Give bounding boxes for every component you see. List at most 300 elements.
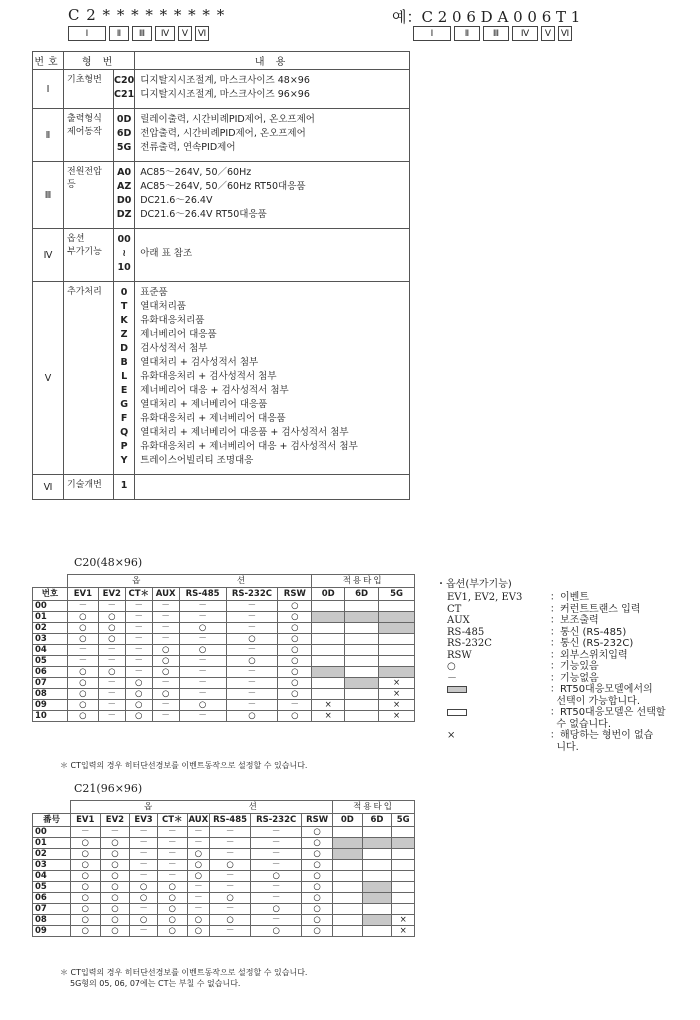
table-cell: ×	[379, 689, 415, 700]
code-value: 00	[117, 234, 131, 245]
c21-header-cell: RS-232C	[251, 814, 302, 827]
legend-key: ×	[447, 730, 456, 741]
table-cell: ○	[210, 893, 251, 904]
c21-header-cell: 0D	[332, 814, 362, 827]
table-cell: －	[67, 601, 98, 612]
shaded-cell	[379, 623, 415, 634]
table-row	[33, 601, 415, 612]
row-number: 10	[33, 711, 68, 722]
table-row	[33, 838, 415, 849]
table-cell: －	[157, 849, 187, 860]
table-cell: ○	[187, 849, 210, 860]
code-value: D0	[116, 195, 132, 206]
table-cell: －	[152, 700, 179, 711]
table-cell	[345, 623, 379, 634]
c21-note-1: ＊ CT입력의 경우 히터단선경보를 이벤트동작으로 설정할 수 있습니다.	[60, 968, 308, 977]
code-value: P	[120, 441, 128, 452]
table-cell: ○	[67, 711, 98, 722]
code-value: L	[121, 371, 128, 382]
table-cell: ○	[125, 678, 152, 689]
table-cell: ○	[179, 645, 226, 656]
table-cell: ○	[157, 893, 187, 904]
table-cell: －	[70, 827, 100, 838]
table-cell: ○	[67, 667, 98, 678]
legend-item	[436, 661, 666, 673]
legend-item	[436, 684, 666, 707]
c20-type-group: 적용타입	[312, 575, 415, 588]
c21-header-cell: 番号	[33, 814, 71, 827]
row-number: 02	[33, 849, 71, 860]
row-name: 출력형식 제어동작	[64, 109, 114, 162]
table-row	[33, 689, 415, 700]
desc-value: 전압출력, 시간비례PID제어, 온오프제어	[140, 128, 306, 139]
table-cell	[379, 634, 415, 645]
row-number: 07	[33, 904, 71, 915]
table-cell: ○	[278, 667, 312, 678]
table-cell: －	[226, 667, 278, 678]
empty-box-icon	[447, 709, 467, 716]
legend-value: ：통신 (RS-485)	[550, 626, 627, 638]
legend-item	[436, 604, 666, 616]
table-cell: ○	[125, 700, 152, 711]
desc-value: 디지탈지시조절계, 마스크사이즈 96×96	[140, 89, 310, 100]
table-cell	[332, 882, 362, 893]
desc-value: 유화대응처리품	[140, 315, 205, 326]
legend-key: RSW	[447, 649, 472, 661]
table-cell: －	[179, 601, 226, 612]
row-number: 04	[33, 645, 68, 656]
row-number: 09	[33, 700, 68, 711]
code-value: E	[120, 385, 128, 396]
row-number: 07	[33, 678, 68, 689]
table-cell: ○	[125, 689, 152, 700]
table-cell: －	[210, 926, 251, 937]
table-cell: ○	[70, 838, 100, 849]
table-cell: －	[210, 904, 251, 915]
table-cell: ○	[70, 915, 100, 926]
code-value: C20	[114, 75, 135, 86]
table-cell	[312, 623, 345, 634]
table-cell: －	[125, 645, 152, 656]
c21-title: C21(96×96)	[74, 782, 143, 795]
table-cell: ×	[379, 678, 415, 689]
table-cell: ○	[179, 623, 226, 634]
c20-header-cell: AUX	[152, 588, 179, 601]
header-no: 번호	[33, 52, 64, 70]
legend-value: ：커런트트랜스 입력	[550, 603, 641, 615]
shaded-cell	[332, 838, 362, 849]
c20-header-cell: 6D	[345, 588, 379, 601]
table-cell: －	[226, 645, 278, 656]
table-cell: －	[251, 838, 302, 849]
code-value: K	[120, 315, 128, 326]
desc-value: DC21.6～26.4V RT50대응품	[140, 209, 267, 220]
main-table-row	[33, 162, 410, 229]
model-code-table	[32, 51, 410, 500]
group-box: Ⅵ	[195, 26, 209, 41]
table-cell: ○	[100, 926, 130, 937]
table-cell: －	[179, 711, 226, 722]
table-cell: －	[98, 689, 125, 700]
desc-value: 유화대응처리 + 제너베리어 대응 + 검사성적서 첨부	[140, 441, 358, 452]
shaded-box-icon	[447, 686, 467, 693]
table-cell	[332, 860, 362, 871]
desc-value: AC85～264V, 50／60Hz RT50대응품	[140, 181, 306, 192]
c21-header-cell: RSW	[302, 814, 333, 827]
c20-header-cell: EV2	[98, 588, 125, 601]
table-cell: ○	[187, 871, 210, 882]
c20-header-cell: EV1	[67, 588, 98, 601]
table-cell: －	[251, 882, 302, 893]
table-cell: ○	[251, 871, 302, 882]
table-cell: ×	[379, 711, 415, 722]
c21-header-cell: EV1	[70, 814, 100, 827]
legend-value: ：기능있음	[550, 661, 599, 672]
legend-item	[436, 615, 666, 627]
c20-title: C20(48×96)	[74, 556, 143, 569]
desc-value: 제너베리어 대응 + 검사성적서 첨부	[140, 385, 289, 396]
table-cell	[345, 667, 379, 678]
desc-value: 표준품	[140, 287, 168, 298]
row-number: 05	[33, 882, 71, 893]
group-box: Ⅲ	[483, 26, 509, 41]
table-cell	[345, 601, 379, 612]
table-cell: ○	[100, 871, 130, 882]
table-cell: －	[152, 623, 179, 634]
table-cell	[332, 871, 362, 882]
row-number: 01	[33, 612, 68, 623]
row-number: 00	[33, 827, 71, 838]
table-row	[33, 926, 415, 937]
table-cell: ×	[392, 915, 415, 926]
blank-cell	[33, 801, 71, 814]
table-row	[33, 678, 415, 689]
code-value: 0D	[116, 114, 132, 125]
c20-header-cell: CT＊	[125, 588, 152, 601]
legend-value: ：보조출력	[550, 615, 599, 626]
shaded-cell	[312, 612, 345, 623]
table-cell	[379, 601, 415, 612]
table-cell: ○	[278, 678, 312, 689]
legend-item	[436, 627, 666, 639]
code-value: Y	[120, 455, 128, 466]
table-cell: －	[130, 904, 158, 915]
table-cell: ○	[302, 860, 333, 871]
shaded-cell	[379, 667, 415, 678]
table-row	[33, 893, 415, 904]
code-value: 6D	[116, 128, 132, 139]
shaded-cell	[362, 915, 392, 926]
table-cell: ×	[379, 700, 415, 711]
c21-header-cell: 6D	[362, 814, 392, 827]
table-cell: ○	[130, 893, 158, 904]
table-cell	[392, 882, 415, 893]
table-cell	[312, 656, 345, 667]
table-cell	[362, 849, 392, 860]
table-cell: ○	[152, 667, 179, 678]
code-value: F	[120, 413, 128, 424]
table-cell: －	[179, 667, 226, 678]
table-cell: ○	[130, 882, 158, 893]
group-box: Ⅴ	[178, 26, 192, 41]
table-row	[33, 711, 415, 722]
table-cell: ○	[98, 612, 125, 623]
shaded-cell	[362, 882, 392, 893]
legend-key: －	[447, 672, 457, 684]
group-box: Ⅱ	[109, 26, 129, 41]
table-row	[33, 700, 415, 711]
table-cell: ○	[67, 678, 98, 689]
c21-header-cell: AUX	[188, 815, 209, 825]
table-row	[33, 612, 415, 623]
desc-value: 열대처리품	[140, 301, 187, 312]
code-value: 0	[120, 287, 128, 298]
legend-value: ：통신 (RS-232C)	[550, 638, 634, 649]
table-cell	[362, 827, 392, 838]
shaded-cell	[345, 678, 379, 689]
table-cell: －	[98, 711, 125, 722]
table-cell: －	[187, 893, 210, 904]
header-code: 형 번	[64, 52, 135, 70]
table-cell: ○	[98, 667, 125, 678]
table-cell: ○	[302, 915, 333, 926]
legend-value: ：기능없음	[550, 672, 599, 684]
desc-value: 아래 표 참조	[140, 248, 193, 259]
code-value: DZ	[116, 209, 132, 220]
table-cell: ○	[302, 882, 333, 893]
code-value: 5G	[116, 142, 132, 153]
table-cell: －	[210, 849, 251, 860]
table-row	[33, 871, 415, 882]
example-code: 예：C 2 0 6 D A 0 0 6 T 1	[392, 8, 581, 26]
table-cell: ○	[67, 634, 98, 645]
table-cell: ○	[70, 926, 100, 937]
table-cell	[312, 634, 345, 645]
table-cell: －	[179, 612, 226, 623]
table-cell	[312, 678, 345, 689]
table-cell	[362, 904, 392, 915]
table-cell: ○	[67, 612, 98, 623]
row-desc	[135, 475, 410, 500]
table-cell: ○	[152, 645, 179, 656]
table-cell	[362, 926, 392, 937]
row-name: 전원전압 등	[64, 162, 114, 229]
table-cell: ○	[157, 915, 187, 926]
table-cell: ○	[226, 656, 278, 667]
row-codes	[114, 229, 135, 282]
table-cell	[392, 893, 415, 904]
table-cell: ○	[70, 904, 100, 915]
desc-value	[140, 261, 409, 275]
table-cell: ○	[70, 893, 100, 904]
c21-header-cell: CT＊	[157, 814, 187, 827]
legend-item	[436, 673, 666, 685]
table-cell: －	[98, 700, 125, 711]
table-cell: ○	[98, 634, 125, 645]
row-number: 04	[33, 871, 71, 882]
table-cell: －	[125, 656, 152, 667]
legend-key: RS-485	[447, 626, 485, 638]
row-number: 02	[33, 623, 68, 634]
table-cell: －	[226, 689, 278, 700]
legend-key: CT	[447, 603, 462, 615]
row-desc	[135, 109, 410, 162]
c20-option-group: 옵 션	[67, 575, 311, 588]
code-value: B	[120, 357, 128, 368]
table-cell: －	[130, 838, 158, 849]
table-cell: －	[187, 882, 210, 893]
desc-value: 전류출력, 연속PID제어	[140, 142, 236, 153]
table-cell: ○	[251, 904, 302, 915]
legend-key: ○	[447, 661, 456, 672]
desc-value: 열대처리 + 제너베리어 대응품	[140, 399, 268, 410]
table-cell: ○	[187, 915, 210, 926]
row-number: Ⅰ	[33, 70, 64, 109]
table-cell: －	[125, 667, 152, 678]
table-cell: ○	[67, 700, 98, 711]
table-cell: ○	[302, 871, 333, 882]
table-cell: －	[157, 871, 187, 882]
table-cell: －	[179, 678, 226, 689]
c20-option-table	[32, 574, 415, 722]
row-number: 05	[33, 656, 68, 667]
table-cell: ○	[278, 634, 312, 645]
table-cell	[345, 645, 379, 656]
table-cell: －	[152, 601, 179, 612]
c21-note-2: 5G형의 05, 06, 07에는 CT는 부칠 수 없습니다.	[70, 979, 241, 988]
table-cell	[332, 827, 362, 838]
table-cell: ○	[179, 700, 226, 711]
table-cell	[345, 689, 379, 700]
code-value: AZ	[116, 181, 132, 192]
table-cell: ○	[100, 882, 130, 893]
table-cell: －	[130, 860, 158, 871]
table-cell	[345, 700, 379, 711]
table-cell: －	[152, 711, 179, 722]
shaded-cell	[362, 893, 392, 904]
table-cell: ○	[125, 711, 152, 722]
c20-header-cell: RS-232C	[226, 588, 278, 601]
table-cell: －	[226, 700, 278, 711]
table-cell: －	[157, 827, 187, 838]
code-value: G	[120, 399, 128, 410]
table-cell: ○	[226, 634, 278, 645]
row-number: Ⅵ	[33, 475, 64, 500]
main-table-row	[33, 475, 410, 500]
group-box: Ⅵ	[558, 26, 572, 41]
row-codes	[114, 109, 135, 162]
code-value: Q	[120, 427, 129, 438]
desc-value	[140, 479, 409, 493]
code-value: 1	[120, 480, 128, 491]
row-desc	[135, 70, 410, 109]
desc-value: 열대처리 + 검사성적서 첨부	[140, 357, 259, 368]
table-cell: －	[226, 678, 278, 689]
row-number: 03	[33, 634, 68, 645]
table-cell: ○	[278, 689, 312, 700]
table-cell: ○	[152, 689, 179, 700]
group-box: Ⅳ	[512, 26, 538, 41]
table-cell	[345, 711, 379, 722]
legend-value: ：RT50대응모델에서의 선택이 가능합니다.	[550, 684, 653, 707]
table-cell: ×	[312, 700, 345, 711]
code-value: Z	[120, 329, 128, 340]
table-cell: ○	[100, 893, 130, 904]
table-cell: －	[187, 827, 210, 838]
shaded-cell	[332, 849, 362, 860]
table-cell: －	[210, 838, 251, 849]
row-number: 06	[33, 893, 71, 904]
row-desc	[135, 282, 410, 475]
shaded-cell	[362, 838, 392, 849]
row-codes	[114, 475, 135, 500]
table-cell: ○	[251, 926, 302, 937]
table-cell: －	[187, 904, 210, 915]
table-cell: ×	[392, 926, 415, 937]
table-cell: ○	[98, 623, 125, 634]
table-cell: －	[251, 849, 302, 860]
main-table-row	[33, 70, 410, 109]
table-cell: ○	[67, 689, 98, 700]
row-codes	[114, 70, 135, 109]
table-cell: －	[157, 860, 187, 871]
table-cell: －	[98, 656, 125, 667]
desc-value: 제너베리어 대응품	[140, 329, 217, 340]
row-codes	[114, 162, 135, 229]
legend-item	[436, 650, 666, 662]
row-name: 추가처리	[64, 282, 114, 475]
code-value: ≀	[122, 248, 126, 259]
legend-key: AUX	[447, 615, 470, 626]
table-cell	[312, 645, 345, 656]
desc-value: 릴레이출력, 시간비례PID제어, 온오프제어	[140, 114, 315, 125]
table-cell: ○	[278, 645, 312, 656]
group-box: Ⅴ	[541, 26, 555, 41]
table-cell: ○	[100, 849, 130, 860]
table-cell	[392, 860, 415, 871]
table-cell: ○	[226, 711, 278, 722]
table-cell: －	[98, 645, 125, 656]
row-number: 06	[33, 667, 68, 678]
code-groups-right	[413, 26, 572, 41]
legend-value: ：해당하는 형번이 없습 니다.	[550, 730, 654, 753]
code-value: A0	[117, 167, 132, 178]
table-cell: ×	[312, 711, 345, 722]
legend-value: ：외부스위치입력	[550, 649, 628, 661]
table-cell: －	[226, 601, 278, 612]
row-number: 08	[33, 915, 71, 926]
header-desc: 내 용	[135, 52, 410, 70]
table-cell: ○	[210, 860, 251, 871]
c21-type-group: 적용타입	[332, 801, 414, 814]
table-cell: ○	[187, 860, 210, 871]
table-cell: ○	[70, 860, 100, 871]
table-row	[33, 904, 415, 915]
c21-header-cell: 5G	[392, 814, 415, 827]
table-cell: －	[278, 700, 312, 711]
table-row	[33, 827, 415, 838]
desc-value: 열대처리 + 제너베리어 대응품 + 검사성적서 첨부	[140, 427, 349, 438]
c21-header-cell: EV3	[130, 814, 158, 827]
legend-title: ・옵션(부가기능)	[436, 579, 512, 590]
row-name: 기술개번	[64, 475, 114, 500]
table-cell: ○	[70, 849, 100, 860]
table-cell: ○	[187, 926, 210, 937]
table-cell: ○	[278, 623, 312, 634]
table-cell: ○	[210, 915, 251, 926]
table-cell: ○	[100, 860, 130, 871]
table-cell: ○	[278, 601, 312, 612]
